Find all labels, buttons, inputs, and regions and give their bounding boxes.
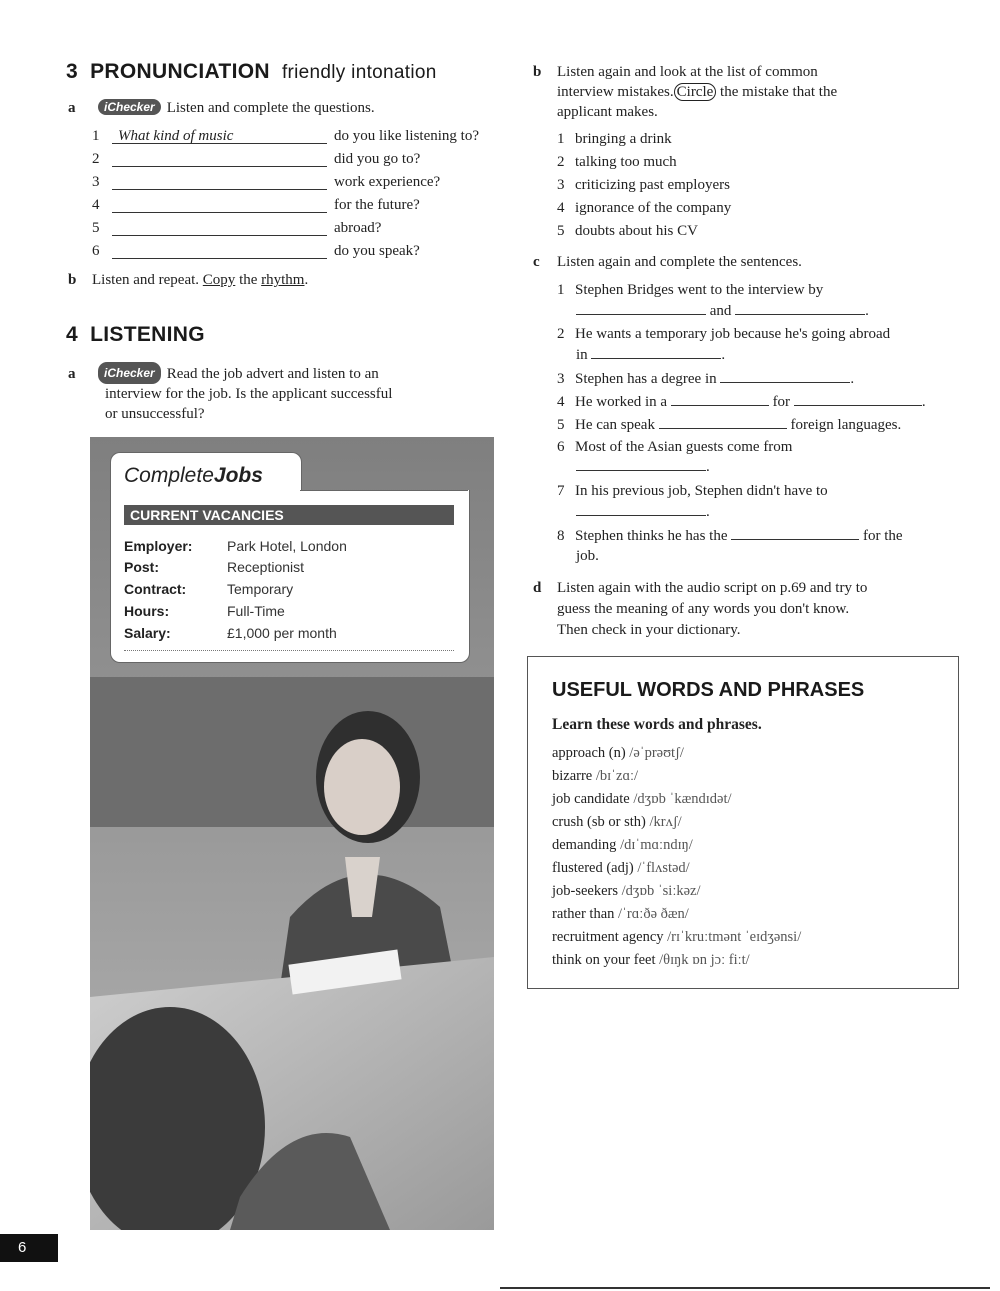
answer-blank[interactable] <box>576 302 706 315</box>
answer-blank[interactable] <box>576 503 706 516</box>
question-row-4: 4 for the future? <box>92 197 420 213</box>
phrase-item: job-seekers /dʒɒb ˈsiːkəz/ <box>552 883 701 899</box>
sentence-7-blank: . <box>576 503 710 521</box>
answer-blank[interactable] <box>731 527 859 540</box>
sentence-2: 2 He wants a temporary job because he's going abroad <box>557 326 891 342</box>
mistake-option-4[interactable]: 4 ignorance of the company <box>557 200 732 216</box>
sentence-5: 5 He can speak foreign languages. <box>557 417 902 433</box>
sentence-4: 4 He worked in a for . <box>557 394 926 410</box>
advert-header: CURRENT VACANCIES <box>124 505 454 525</box>
sentence-2-blank: in . <box>576 347 726 363</box>
answer-text: What kind of music <box>118 128 234 144</box>
exercise-4b-instruction: b Listen again and look at the list of common interview mistakes. Circle the mistake that the applicant makes. <box>533 64 838 120</box>
sentence-1-blanks: and . <box>576 302 869 320</box>
phrase-item: job candidate /dʒɒb ˈkændɪdət/ <box>552 791 732 807</box>
useful-words-subtitle: Learn these words and phrases. <box>552 716 762 733</box>
answer-blank[interactable] <box>112 189 327 190</box>
question-row-1: 1 What kind of music do you like listening to? <box>92 128 479 144</box>
sentence-6: 6 Most of the Asian guests come from <box>557 439 793 455</box>
exercise-3a-instruction: a iChecker Listen and complete the questions. <box>68 100 375 116</box>
page-number: 6 <box>0 1234 58 1262</box>
bottom-rule <box>500 1287 990 1289</box>
sentence-3: 3 Stephen has a degree in . <box>557 371 855 387</box>
mistake-option-1[interactable]: 1 bringing a drink <box>557 131 672 147</box>
ichecker-icon[interactable]: iChecker <box>98 362 161 384</box>
sentence-6-blank: . <box>576 458 710 476</box>
sentence-7: 7 In his previous job, Stephen didn't have to <box>557 483 828 499</box>
exercise-3b: b Listen and repeat. Copy the rhythm. <box>68 272 309 288</box>
question-row-5: 5 abroad? <box>92 220 382 236</box>
sentence-1: 1 Stephen Bridges went to the interview by <box>557 282 824 298</box>
answer-blank[interactable] <box>112 258 327 259</box>
sentence-8: 8 Stephen thinks he has the for the <box>557 528 903 544</box>
answer-blank[interactable] <box>794 393 922 406</box>
exercise-4d: d Listen again with the audio script on p.69 and try to guess the meaning of any words you don't know. Then check in your dictionary. <box>533 580 868 638</box>
question-row-2: 2 did you go to? <box>92 151 421 167</box>
exercise-4a-instruction: a iChecker Read the job advert and listen to an interview for the job. Is the applicant successful or unsuccessful? <box>68 362 488 424</box>
answer-blank[interactable] <box>720 370 850 383</box>
phrase-item: recruitment agency /rɪˈkruːtmənt ˈeɪdʒənsi/ <box>552 929 802 945</box>
advert-row-salary: Salary: £1,000 per month <box>124 625 337 641</box>
answer-blank[interactable] <box>591 346 721 359</box>
answer-blank[interactable] <box>659 416 787 429</box>
phrase-item: rather than /ˈrɑːðə ðæn/ <box>552 906 689 922</box>
phrase-item: approach (n) /əˈprəʊtʃ/ <box>552 745 684 761</box>
mistake-option-2[interactable]: 2 talking too much <box>557 154 677 170</box>
phrase-item: demanding /dɪˈmɑːndɪŋ/ <box>552 837 693 853</box>
advert-row-post: Post: Receptionist <box>124 559 305 575</box>
phrase-item: flustered (adj) /ˈflʌstəd/ <box>552 860 690 876</box>
phrase-item: crush (sb or sth) /krʌʃ/ <box>552 814 682 830</box>
exercise-4c-instruction: c Listen again and complete the sentences. <box>533 254 802 270</box>
mistake-option-3[interactable]: 3 criticizing past employers <box>557 177 730 193</box>
circled-word: Circle <box>674 83 717 101</box>
ichecker-icon[interactable]: iChecker <box>98 99 161 115</box>
section-4-heading: 4 LISTENING <box>66 323 205 346</box>
answer-blank[interactable] <box>671 393 769 406</box>
answer-blank[interactable] <box>576 458 706 471</box>
answer-blank[interactable] <box>735 302 865 315</box>
sentence-8-end: job. <box>576 548 599 564</box>
advert-brand: CompleteJobs <box>124 464 263 487</box>
advert-row-employer: Employer: Park Hotel, London <box>124 538 347 554</box>
advert-row-hours: Hours: Full-Time <box>124 603 285 619</box>
phrase-item: think on your feet /θɪŋk ɒn jɔː fiːt/ <box>552 952 750 968</box>
advert-row-contract: Contract: Temporary <box>124 581 294 597</box>
section-3-heading: 3 PRONUNCIATION friendly intonation <box>66 60 437 83</box>
question-row-3: 3 work experience? <box>92 174 441 190</box>
question-row-6: 6 do you speak? <box>92 243 420 259</box>
answer-blank[interactable] <box>112 235 327 236</box>
answer-blank[interactable] <box>112 166 327 167</box>
useful-words-title: USEFUL WORDS AND PHRASES <box>552 679 865 701</box>
phrase-item: bizarre /bɪˈzɑː/ <box>552 768 639 784</box>
mistake-option-5[interactable]: 5 doubts about his CV <box>557 223 698 239</box>
answer-blank[interactable] <box>112 212 327 213</box>
